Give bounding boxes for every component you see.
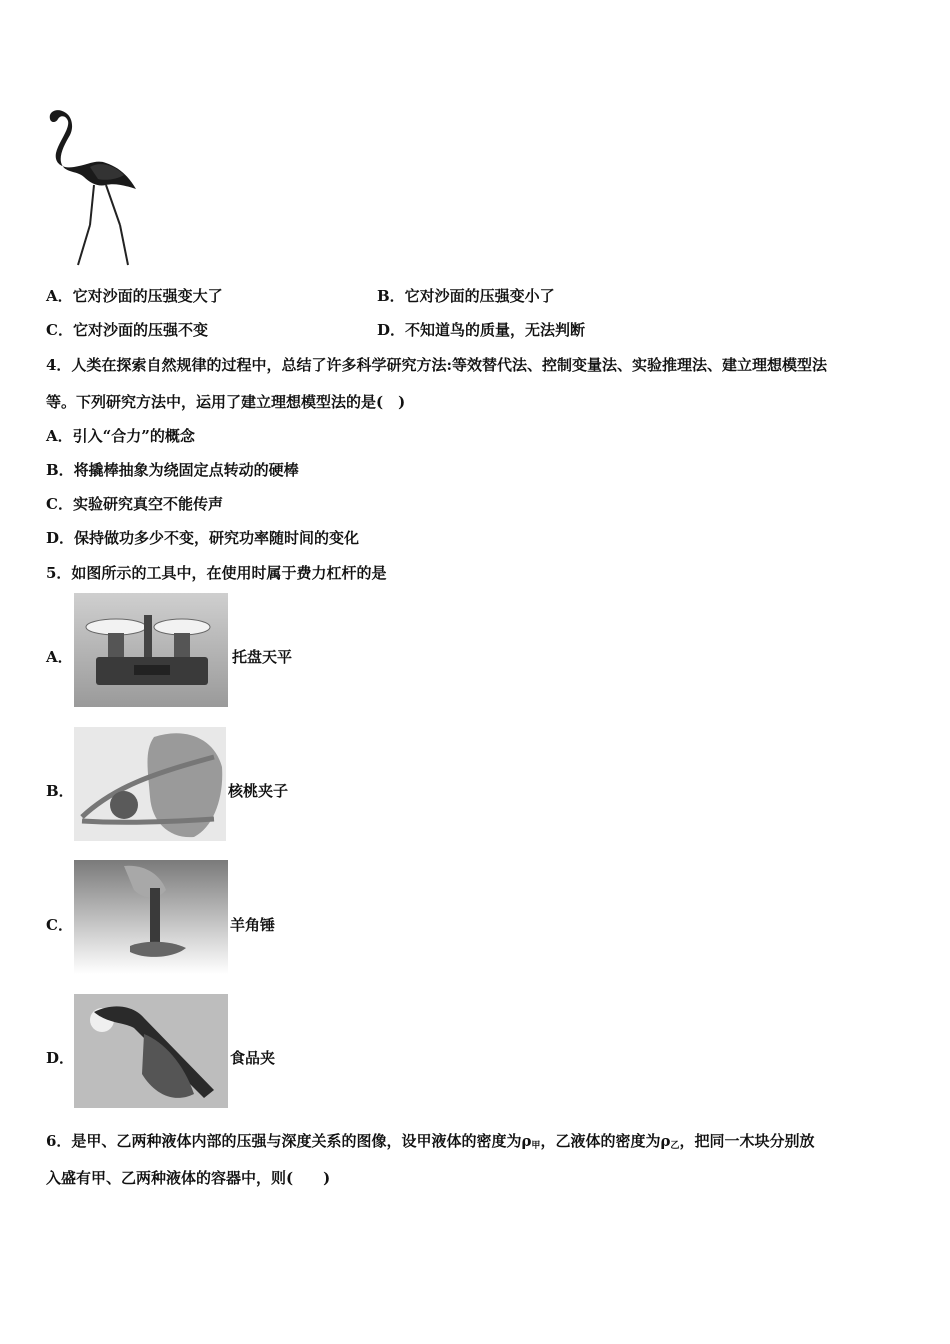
q4-option-d: D．保持做功多少不变，研究功率随时间的变化 (46, 529, 360, 547)
q4-stem-line2: 等。下列研究方法中，运用了建立理想模型法的是( ) (46, 393, 406, 411)
balance-scale-icon (74, 593, 228, 707)
q5-option-b-caption: 核桃夹子 (228, 782, 289, 800)
q4-option-b: B．将撬棒抽象为绕固定点转动的硬棒 (46, 461, 299, 479)
nutcracker-icon (74, 727, 226, 841)
q5-option-c-label: C． (46, 916, 73, 934)
q6-subscript-yi: 乙 (670, 1141, 680, 1151)
q6-stem-part2: ，乙液体的密度为ρ (540, 1132, 671, 1150)
food-tongs-image (74, 994, 228, 1108)
q3-option-c: C．它对沙面的压强不变 (46, 321, 208, 339)
q5-stem: 5．如图所示的工具中，在使用时属于费力杠杆的是 (46, 564, 387, 582)
q6-subscript-jia: 甲 (531, 1141, 541, 1151)
q3-option-b: B．它对沙面的压强变小了 (377, 287, 555, 305)
q5-option-a-label: A． (46, 648, 73, 666)
claw-hammer-image (74, 860, 228, 974)
flamingo-icon (44, 105, 144, 267)
q5-option-c-caption: 羊角锤 (230, 916, 276, 934)
flamingo-figure (44, 105, 144, 267)
claw-hammer-icon (74, 860, 228, 974)
q5-option-d-caption: 食品夹 (230, 1049, 276, 1067)
q4-option-a: A．引入“合力”的概念 (46, 427, 195, 445)
q6-stem-line2: 入盛有甲、乙两种液体的容器中，则( ) (46, 1169, 331, 1187)
q5-option-b-label: B． (46, 782, 74, 800)
balance-scale-image (74, 593, 228, 707)
q6-stem-line1 (46, 1131, 814, 1156)
q6-stem-part1: 6．是甲、乙两种液体内部的压强与深度关系的图像，设甲液体的密度为ρ (46, 1132, 532, 1150)
q5-option-a-caption: 托盘天平 (232, 648, 293, 666)
q3-option-a: A．它对沙面的压强变大了 (46, 287, 223, 305)
q4-option-c: C．实验研究真空不能传声 (46, 495, 223, 513)
q4-stem-line1: 4．人类在探索自然规律的过程中，总结了许多科学研究方法:等效替代法、控制变量法、实验推理法、建立理想模型法 (46, 356, 827, 374)
q6-stem-part3: ，把同一木块分别放 (679, 1132, 815, 1150)
q5-option-d-label: D． (46, 1049, 75, 1067)
food-tongs-icon (74, 994, 228, 1108)
nutcracker-image (74, 727, 226, 841)
q3-option-d: D．不知道鸟的质量，无法判断 (377, 321, 586, 339)
